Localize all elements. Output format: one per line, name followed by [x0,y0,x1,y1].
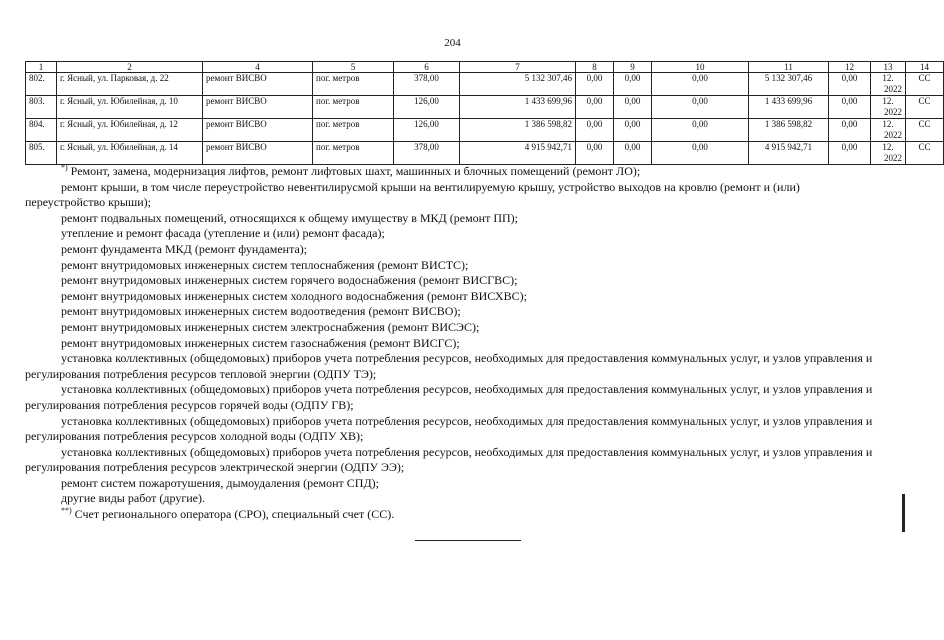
work-type-item: ремонт систем пожаротушения, дымоудаления (ремонт СПД); [61,475,379,490]
table-cell: 1 433 699,96 [460,96,576,119]
footnote-2-mark: **) [61,506,72,516]
table-cell: 804. [26,119,57,142]
work-type-item: ремонт подвальных помещений, относящихся к общему имуществу в МКД (ремонт ПП); [61,210,518,225]
header-row [26,62,944,73]
table-cell: пог. метров [313,73,394,96]
table-row [26,119,944,142]
date-cell-line: 2022 [884,107,902,117]
footnote-1 [25,164,881,180]
table-cell: СС [906,73,944,96]
table-cell: 378,00 [394,73,460,96]
work-type-item: ремонт внутридомовых инженерных систем холодного водоснабжения (ремонт ВИСХВС); [61,288,527,303]
table-cell: 0,00 [614,119,652,142]
table-cell: 0,00 [576,96,614,119]
margin-mark [902,494,905,532]
footnote-2-text: Счет регионального оператора (СРО), специальный счет (СС). [71,507,395,522]
table-cell: 0,00 [614,96,652,119]
work-type-item: другие виды работ (другие). [61,491,205,506]
table-row [26,96,944,119]
table-body [26,73,944,165]
date-cell-line: 12. [882,142,894,152]
page-number: 204 [444,37,461,49]
work-type-item: установка коллективных (общедомовых) приборов учета потребления ресурсов, необходимых для предоставления коммунальных услуг, и узлов управления и регулирования потребления ресурсов электрической энергии (ОДПУ ЭЭ); [25,444,873,475]
table-cell: 0,00 [576,119,614,142]
table-cell: 378,00 [394,142,460,165]
table-row [26,73,944,96]
date-cell [871,96,906,119]
works-table [25,61,944,165]
table-cell: г. Ясный, ул. Парковая, д. 22 [57,73,203,96]
work-type-list [25,180,881,507]
column-header: 5 [313,62,394,73]
date-cell [871,142,906,165]
table-cell: ремонт ВИСВО [203,119,313,142]
column-header: 1 [26,62,57,73]
work-type-item: ремонт внутридомовых инженерных систем горячего водоснабжения (ремонт ВИСГВС); [61,273,518,288]
table-cell: 5 132 307,46 [749,73,829,96]
table-cell: 0,00 [614,142,652,165]
table-cell: 0,00 [652,73,749,96]
table-cell: СС [906,142,944,165]
table-cell: пог. метров [313,119,394,142]
table-cell: СС [906,96,944,119]
footnote-1-text: Ремонт, замена, модернизация лифтов, ремонт лифтовых шахт, машинных и блочных помещений (ремонт ЛО); [67,164,641,178]
work-type-item: установка коллективных (общедомовых) приборов учета потребления ресурсов, необходимых для предоставления коммунальных услуг, и узлов управления и регулирования потребления ресурсов горячей воды (ОДПУ ГВ); [25,382,873,412]
column-header: 11 [749,62,829,73]
table-cell: 0,00 [829,119,871,142]
work-type-item: ремонт внутридомовых инженерных систем газоснабжения (ремонт ВИСГС); [61,335,460,350]
work-type-item: ремонт внутридомовых инженерных систем водоотведения (ремонт ВИСВО); [61,304,461,319]
column-header: 12 [829,62,871,73]
date-cell-line: 12. [882,73,894,83]
table-cell: 0,00 [652,142,749,165]
table-cell: 0,00 [829,96,871,119]
table-cell: 0,00 [652,96,749,119]
work-type-item: установка коллективных (общедомовых) приборов учета потребления ресурсов, необходимых для предоставления коммунальных услуг, и узлов управления и регулирования потребления ресурсов тепловой энергии (ОДПУ ТЭ); [25,351,873,381]
column-header: 2 [57,62,203,73]
table-cell: 0,00 [829,73,871,96]
table-cell: 0,00 [576,73,614,96]
table-cell: 1 386 598,82 [460,119,576,142]
work-type-item: ремонт внутридомовых инженерных систем теплоснабжения (ремонт ВИСТС); [61,257,469,272]
table-cell: 4 915 942,71 [749,142,829,165]
table-cell: 0,00 [576,142,614,165]
table-cell: г. Ясный, ул. Юбилейная, д. 10 [57,96,203,119]
table-cell: 0,00 [614,73,652,96]
footnote-1-mark: *) [61,163,68,172]
table-cell: 0,00 [652,119,749,142]
table-cell: пог. метров [313,96,394,119]
table-cell: 4 915 942,71 [460,142,576,165]
table-cell: 126,00 [394,96,460,119]
column-header: 7 [460,62,576,73]
date-cell-line: 2022 [884,84,902,94]
column-header: 8 [576,62,614,73]
table-cell: ремонт ВИСВО [203,142,313,165]
date-cell-line: 2022 [884,130,902,140]
table-cell: 802. [26,73,57,96]
table-cell: г. Ясный, ул. Юбилейная, д. 14 [57,142,203,165]
work-type-item: ремонт фундамента МКД (ремонт фундамента); [61,241,308,256]
column-header: 9 [614,62,652,73]
work-type-item: ремонт внутридомовых инженерных систем электроснабжения (ремонт ВИСЭС); [61,319,480,334]
work-type-item: ремонт крыши, в том числе переустройство невентилирусмой крыши на вентилируемую крышу, устройство выходов на кровлю (ремонт и (или) переустройство крыши); [25,179,800,210]
date-cell-line: 12. [882,119,894,129]
table-cell: 0,00 [829,142,871,165]
date-cell-line: 12. [882,96,894,106]
column-header: 6 [394,62,460,73]
table-cell: 1 433 699,96 [749,96,829,119]
table-cell: 805. [26,142,57,165]
table-cell: ремонт ВИСВО [203,73,313,96]
work-type-item: установка коллективных (общедомовых) приборов учета потребления ресурсов, необходимых для предоставления коммунальных услуг, и узлов управления и регулирования потребления ресурсов холодной воды (ОДПУ ХВ); [25,413,873,444]
table-cell: 1 386 598,82 [749,119,829,142]
work-type-item: утепление и ремонт фасада (утепление и (или) ремонт фасада); [61,226,385,241]
table-cell: 5 132 307,46 [460,73,576,96]
date-cell [871,73,906,96]
date-cell [871,119,906,142]
table-row [26,142,944,165]
table-cell: 126,00 [394,119,460,142]
table-cell: г. Ясный, ул. Юбилейная, д. 12 [57,119,203,142]
footnotes [25,164,881,523]
column-header: 13 [871,62,906,73]
date-cell-line: 2022 [884,153,902,163]
table-cell: 803. [26,96,57,119]
table-cell: пог. метров [313,142,394,165]
column-header: 4 [203,62,313,73]
table-cell: ремонт ВИСВО [203,96,313,119]
column-header: 14 [906,62,944,73]
end-divider [415,540,521,541]
column-header: 10 [652,62,749,73]
table-cell: СС [906,119,944,142]
footnote-2 [25,507,881,523]
